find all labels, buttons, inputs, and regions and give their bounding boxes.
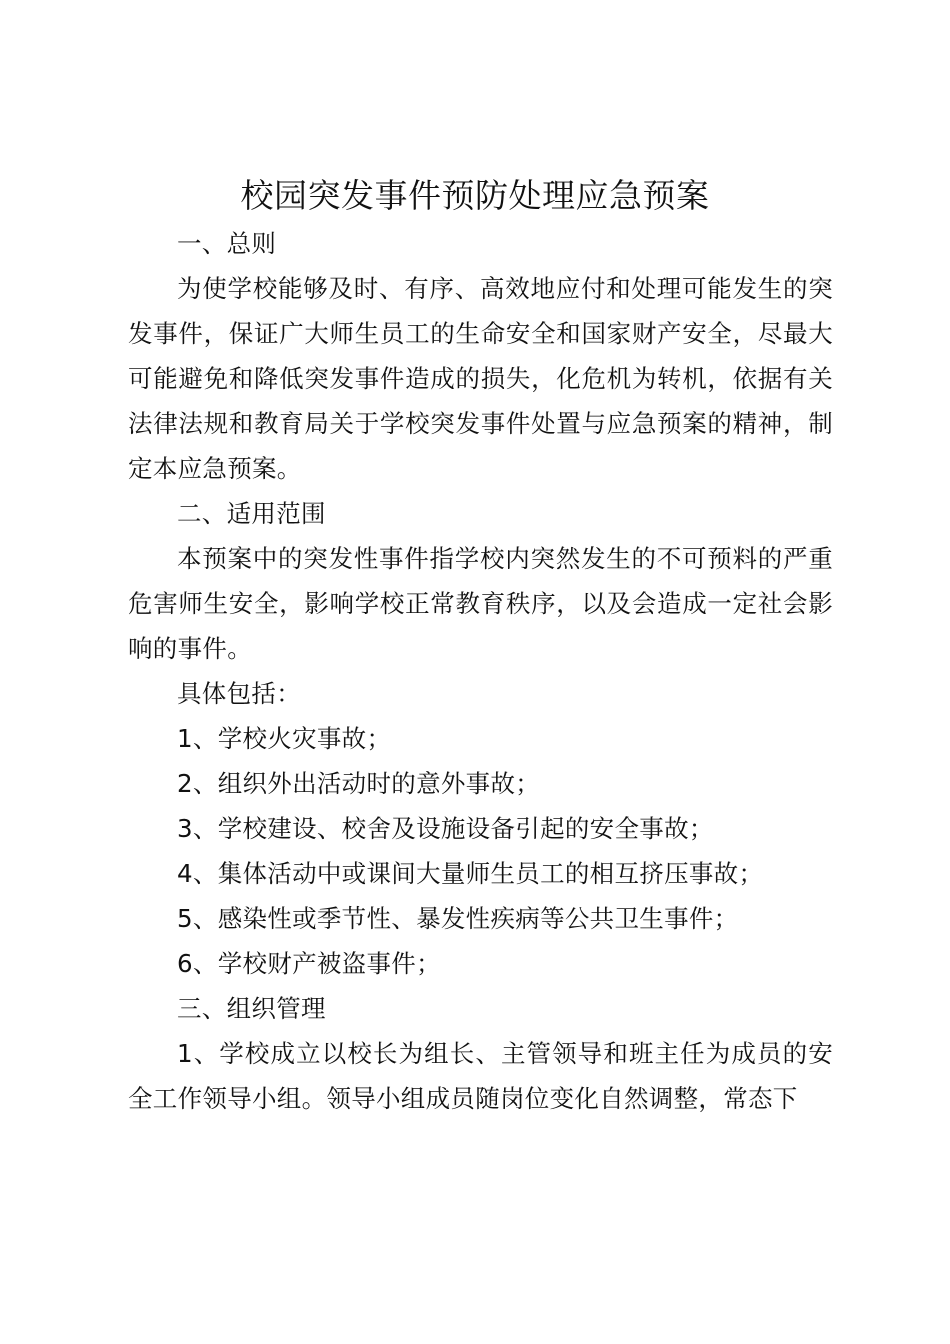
list-item-crowd-accident: 4、集体活动中或课间大量师生员工的相互挤压事故； [177, 859, 764, 888]
list-item-facility-accident: 3、学校建设、校舍及设施设备引起的安全事故； [177, 814, 714, 843]
section-heading-general: 一、总则 [177, 229, 277, 258]
section-heading-scope: 二、适用范围 [177, 499, 326, 528]
document-body [128, 221, 833, 1121]
paragraph-includes-label: 具体包括： [177, 679, 301, 708]
list-item-outing-accident: 2、组织外出活动时的意外事故； [177, 769, 541, 798]
paragraph-scope-definition: 本预案中的突发性事件指学校内突然发生的不可预料的严重危害师生安全，影响学校正常教育秩序，以及会造成一定社会影响的事件。 [128, 544, 833, 663]
list-item-fire: 1、学校火灾事故； [177, 724, 392, 753]
list-item-public-health: 5、感染性或季节性、暴发性疾病等公共卫生事件； [177, 904, 739, 933]
paragraph-organization: 1、学校成立以校长为组长、主管领导和班主任为成员的安全工作领导小组。领导小组成员随岗位变化自然调整，常态下 [128, 1039, 833, 1113]
document-title: 校园突发事件预防处理应急预案 [240, 176, 710, 215]
paragraph-purpose: 为使学校能够及时、有序、高效地应付和处理可能发生的突发事件，保证广大师生员工的生命安全和国家财产安全，尽最大可能避免和降低突发事件造成的损失，化危机为转机，依据有关法律法规和教育局关于学校突发事件处置与应急预案的精神，制定本应急预案。 [128, 274, 833, 483]
section-heading-organization: 三、组织管理 [177, 994, 326, 1023]
list-item-theft: 6、学校财产被盗事件； [177, 949, 441, 978]
